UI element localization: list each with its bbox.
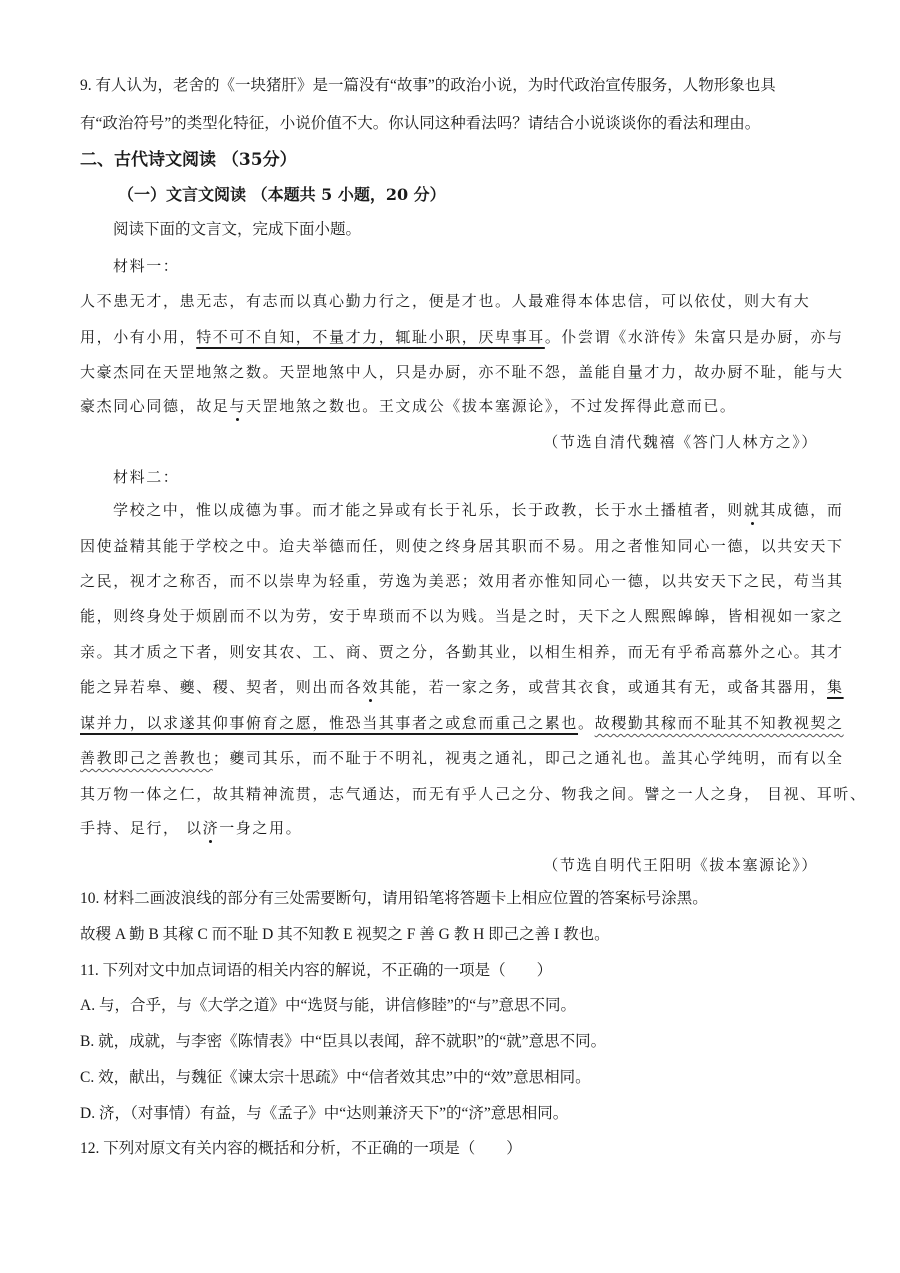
material2-line-7 [80, 713, 844, 733]
q11-option-a: A. 与，合乎，与《大学之道》中“选贤与能，讲信修睦”的“与”意思不同。 [80, 997, 576, 1014]
text: ；夔司其乐，而不耻于不明礼，视夷之通礼，即己之通礼也。盖其心学纯明，而有以全 [212, 749, 844, 767]
material2-line-2: 因使益精其能于学校之中。迨夫举德而任，则使之终身居其职而不易。用之者惟知同心一德，以共安天下 [80, 537, 844, 555]
q9-line-2: 有“政治符号”的类型化特征，小说价值不大。你认同这种看法吗？请结合小说谈谈你的看法和理由。 [80, 115, 761, 132]
q12-stem: 12. 下列对原文有关内容的概括和分析，不正确的一项是（ ） [80, 1140, 522, 1157]
q10-options: 故稷 A 勤 B 其稼 C 而不耻 D 其不知教 E 视契之 F 善 G 教 H 即己之善 I 教也。 [80, 926, 610, 943]
text: 天罡地煞之数也。王文成公《拔本塞源论》，不过发挥得此意而已。 [246, 397, 737, 415]
q11-stem: 11. 下列对文中加点词语的相关内容的解说，不正确的一项是（ ） [80, 962, 553, 979]
emphasis-dot-word: 济 [202, 819, 220, 837]
q10-stem: 10. 材料二画波浪线的部分有三处需要断句，请用铅笔将答题卡上相应位置的答案标号涂黑。 [80, 890, 708, 907]
text: 豪杰同心同德，故足 [80, 397, 230, 415]
material2-line-9: 其万物一体之仁，故其精神流贯，志气通达，而无有乎人己之分、物我之间。譬之一人之身， 目视、耳听、 [80, 785, 867, 803]
material1-source: （节选自清代魏禧《答门人林方之》） [543, 433, 818, 451]
text: 一身之用。 [219, 819, 303, 837]
underlined-sentence: 谋并力，以求遂其仰事俯育之愿，惟恐当其事者之或怠而重己之累也 [80, 714, 579, 732]
q11-option-d: D. 济，（对事情）有益，与《孟子》中“达则兼济天下”的“济”意思相同。 [80, 1105, 569, 1122]
q11-option-b: B. 就，成就，与李密《陈情表》中“臣具以表闻，辞不就职”的“就”意思不同。 [80, 1033, 607, 1050]
text: 。 [578, 714, 595, 732]
text: 手持、足行， 以 [80, 819, 203, 837]
q11-option-c: C. 效，献出，与魏征《谏太宗十思疏》中“信者效其忠”中的“效”意思相同。 [80, 1069, 591, 1086]
text: 用，小有小用， [80, 328, 197, 346]
material2-line-5: 亲。其才质之下者，则安其农、工、商、贾之分，各勤其业，以相生相养，而无有乎希高慕外之心。其才 [80, 643, 844, 661]
text: 学校之中，惟以成德为事。而才能之异或有长于礼乐，长于政教，长于水土播植者，则 [113, 501, 744, 519]
underlined-sentence: 特不可不自知，不量才力，辄耻小职，厌卑事耳 [196, 328, 545, 346]
material1-label: 材料一： [113, 257, 180, 275]
material2-line-1 [113, 500, 844, 520]
underlined-sentence: 集 [827, 678, 844, 696]
text: 其成德，而 [760, 501, 844, 519]
material1-line-3: 大豪杰同在天罡地煞之数。天罡地煞中人，只是办厨，亦不耻不怨，盖能自量才力，故办厨不耻，能与大 [80, 363, 844, 381]
material2-source: （节选自明代王阳明《拔本塞源论》） [543, 856, 818, 874]
q9-line-1: 9. 有人认为，老舍的《一块猪肝》是一篇没有“故事”的政治小说，为时代政治宣传服务，人物形象也具 [80, 77, 776, 94]
text: 。仆尝谓《水浒传》朱富只是办厨，亦与 [544, 328, 844, 346]
material1-line-2 [80, 327, 844, 347]
material2-line-6 [80, 677, 844, 697]
wavy-underlined-sentence: 善教即己之善教也 [80, 749, 213, 767]
emphasis-dot-word: 就 [743, 501, 761, 519]
section-subtitle: （一）文言文阅读 （本题共 5 小题，20 分） [118, 185, 446, 204]
emphasis-dot-word: 效 [362, 678, 379, 696]
material1-line-4 [80, 396, 820, 416]
material2-line-3: 之民，视才之称否，而不以崇卑为轻重，劳逸为美恶；效用者亦惟知同心一德，以共安天下之民，苟当其 [80, 572, 844, 590]
text: 能之异若皋、夔、稷、契者，则出而各 [80, 678, 363, 696]
material2-line-8 [80, 748, 844, 768]
emphasis-dot-word: 与 [229, 397, 247, 415]
material1-line-1: 人不患无才，患无志，有志而以真心勤力行之，便是才也。人最难得本体忠信，可以依仗，则大有大 [80, 292, 811, 310]
wavy-underlined-sentence: 故稷勤其稼而不耻其不知教视契之 [594, 714, 844, 732]
material2-line-10 [80, 818, 820, 838]
material2-label: 材料二： [113, 468, 180, 486]
instruction: 阅读下面的文言文，完成下面小题。 [113, 221, 362, 238]
material2-line-4: 能，则终身处于烦剧而不以为劳，安于卑琐而不以为贱。当是之时，天下之人熙熙皞皞，皆相视如一家之 [80, 607, 844, 625]
text: 其能，若一家之务，或营其衣食，或通其有无，或备其器用， [378, 678, 828, 696]
section-title: 二、古代诗文阅读 （35分） [80, 150, 297, 170]
